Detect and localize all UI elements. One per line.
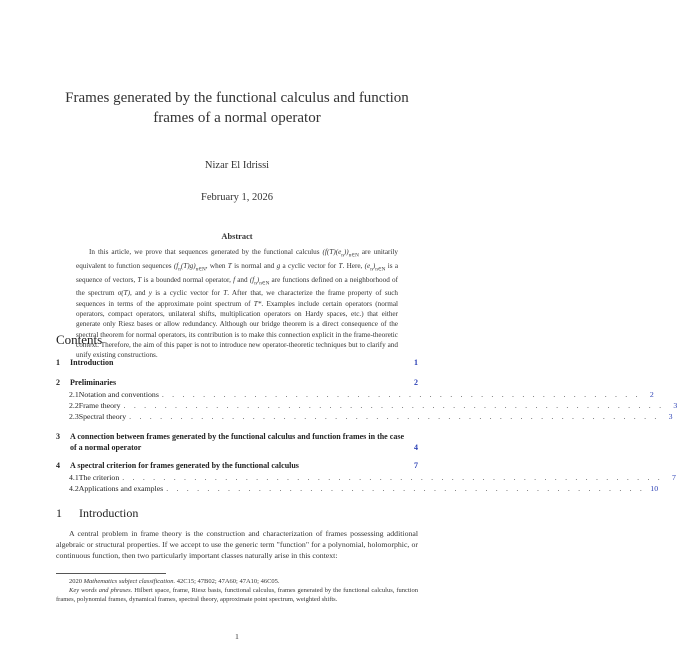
toc-entry-notation[interactable] bbox=[56, 390, 654, 399]
toc-entry-spectral-criterion[interactable] bbox=[56, 461, 418, 470]
toc-leader-dots: . . . . . . . . . . . . . . . . . . . . . . . . . . . . . . . . . . . . . . . . . . . . . . . . . . . . . bbox=[122, 473, 663, 482]
section-title: Introduction bbox=[79, 506, 139, 520]
toc-page-link[interactable]: 3 bbox=[673, 401, 677, 410]
toc-leader-dots: . . . . . . . . . . . . . . . . . . . . . . . . . . . . . . . . . . . . . . . . . . . . . . . . . . . . . bbox=[123, 401, 665, 410]
toc-page-link[interactable]: 3 bbox=[668, 412, 673, 421]
title-line-2: frames of a normal operator bbox=[153, 110, 321, 126]
toc-title: Frame theory bbox=[78, 401, 121, 410]
abstract-body: In this article, we prove that sequences generated by the functional calculus $(f(T)(e_n))_{n\in N}$ are unitarily equivalent to function sequences $(f_n(T)g)_{n\in N}$, when T is normal and g a cyclic vector for T. Here, $(e_n)_{n\in N}$ is a sequence of vectors, T is a bounded normal operator, f and $(f_n)_{n\in N}$ are functions defined on a neighborhood of the spectrum σ(T), and y is a cyclic vector for T. After that, we characterize the frame property of such sequences in terms of the approximate point spectrum of T*. Examples include certain operators (normal operators, compact operators, unilateral shifts, multiplication operators on Hardy spaces, etc.) that either generate only Riesz bases or allow redundancy. Although our bridge theorem is a direct consequence of the spectral theorem for normal operators, its contribution is to make this connection explicit in the frame-theoretic context. Therefore, the aim of this paper is not to introduce new operator-theoretic techniques but to clarify and unify existing constructions. bbox=[76, 248, 399, 360]
toc-number: 3 bbox=[56, 432, 60, 441]
toc-number: 2.1 bbox=[69, 390, 79, 399]
toc-title: The criterion bbox=[78, 473, 120, 482]
toc-number: 1 bbox=[56, 358, 60, 367]
toc-entry-frame-theory[interactable] bbox=[56, 401, 677, 410]
footnote bbox=[56, 577, 418, 605]
toc-entry-connection[interactable] bbox=[56, 431, 418, 453]
toc-leader-dots: . . . . . . . . . . . . . . . . . . . . . . . . . . . . . . . . . . . . . . . . . . . . . . . bbox=[166, 484, 646, 493]
abstract-heading: Abstract bbox=[221, 232, 253, 241]
toc-page-link[interactable]: 1 bbox=[414, 358, 418, 367]
toc-number: 4 bbox=[56, 461, 60, 470]
footnote-rule bbox=[56, 573, 166, 574]
toc-title: A connection between frames generated by the functional calculus and function frames in the case of a normal operator bbox=[70, 432, 404, 452]
toc-title: Applications and examples bbox=[78, 484, 164, 493]
paper-title bbox=[0, 88, 474, 128]
title-line-1: Frames generated by the functional calculus and function bbox=[65, 90, 409, 106]
section-heading-introduction bbox=[56, 506, 138, 521]
page-number: 1 bbox=[235, 632, 239, 641]
keywords-line: Key words and phrases. Hilbert space, frame, Riesz basis, functional calculus, frames generated by the functional calculus, function frames, polynomial frames, dynamical frames, spectral theory, approximate point spectrum, weighted shifts. bbox=[56, 587, 418, 604]
toc-title: Notation and conventions bbox=[78, 390, 159, 399]
toc-entry-criterion[interactable] bbox=[56, 473, 676, 482]
toc-entry-applications[interactable] bbox=[56, 484, 659, 493]
toc-entry-preliminaries[interactable] bbox=[56, 378, 418, 387]
toc-title: Spectral theory bbox=[78, 412, 127, 421]
toc-title: A spectral criterion for frames generated by the functional calculus bbox=[70, 461, 299, 470]
toc-page-link[interactable]: 4 bbox=[414, 443, 418, 452]
toc-title: Introduction bbox=[70, 358, 114, 367]
toc-page-link[interactable]: 2 bbox=[414, 378, 418, 387]
toc-page-link[interactable]: 2 bbox=[649, 390, 654, 399]
toc-number: 4.1 bbox=[69, 473, 79, 482]
author-name: Nizar El Idrissi bbox=[204, 160, 270, 171]
toc-leader-dots: . . . . . . . . . . . . . . . . . . . . . . . . . . . . . . . . . . . . . . . . . . . . . . . bbox=[161, 390, 641, 399]
toc-page-link[interactable]: 10 bbox=[650, 484, 659, 493]
toc-leader-dots: . . . . . . . . . . . . . . . . . . . . . . . . . . . . . . . . . . . . . . . . . . . . . . . . . . . . bbox=[129, 412, 660, 421]
introduction-paragraph: A central problem in frame theory is the construction and characterization of frames possessing additional algebraic or structural properties. If we accept to use the generic term "function" for a polynomial, holomorphic, or continuous function, then two particularly important classes naturally arise in this context: bbox=[56, 529, 418, 561]
toc-number: 2 bbox=[56, 378, 60, 387]
toc-number: 4.2 bbox=[69, 484, 79, 493]
contents-heading: Contents bbox=[56, 332, 103, 347]
toc-page-link[interactable]: 7 bbox=[672, 473, 676, 482]
toc-page-link[interactable]: 7 bbox=[414, 461, 418, 470]
section-number: 1 bbox=[56, 506, 62, 520]
toc-entry-introduction[interactable] bbox=[56, 358, 418, 367]
toc-entry-spectral-theory[interactable] bbox=[56, 412, 673, 421]
toc-title: Preliminaries bbox=[70, 378, 117, 387]
toc-number: 2.3 bbox=[69, 412, 79, 421]
msc-line: 2020 Mathematics subject classification. 42C15; 47B02; 47A60; 47A10; 46C05. bbox=[69, 578, 280, 585]
publication-date: February 1, 2026 bbox=[200, 192, 274, 203]
toc-number: 2.2 bbox=[69, 401, 79, 410]
